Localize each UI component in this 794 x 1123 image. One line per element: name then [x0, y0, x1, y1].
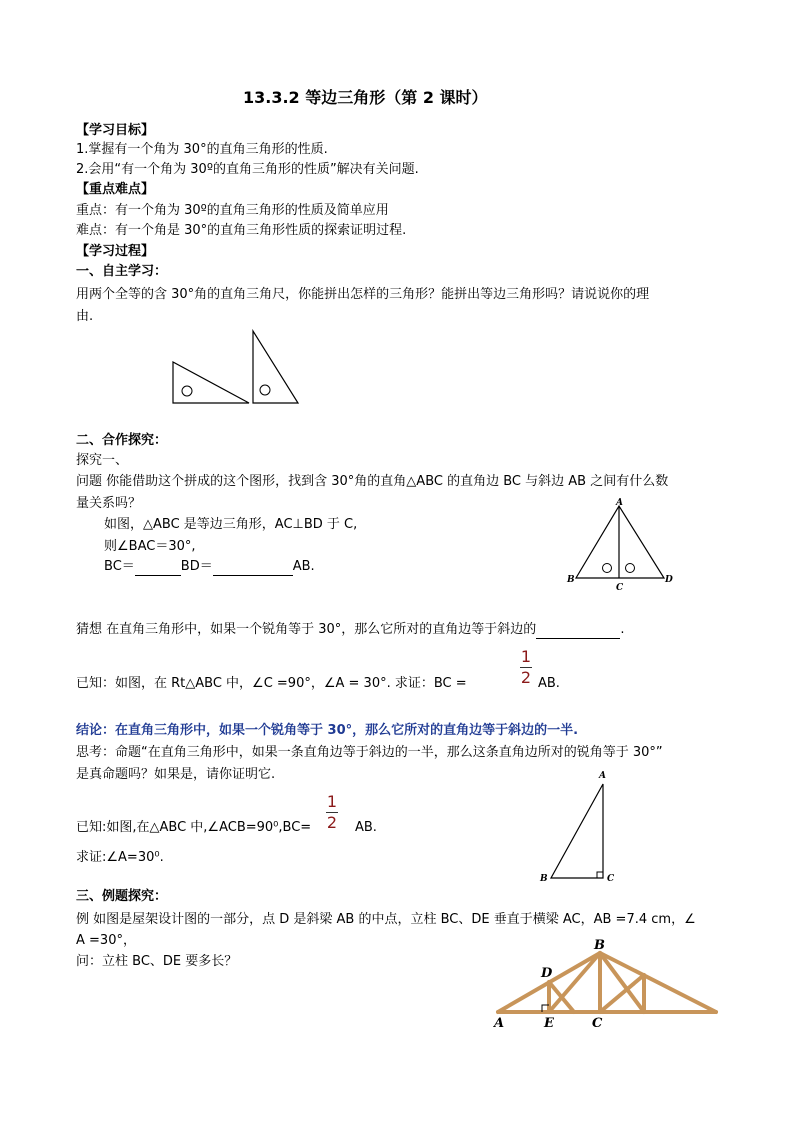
label-a: A	[494, 1016, 505, 1031]
fraction-half-2	[326, 793, 338, 832]
think-line2: 是真命题吗？如果是，请你证明它.	[76, 767, 276, 782]
difficulty: 难点：有一个角是 30°的直角三角形性质的探索证明过程.	[76, 223, 407, 238]
fraction-denominator: 2	[520, 668, 532, 687]
figure-desc-line3	[104, 558, 315, 576]
triangle-abd	[576, 506, 664, 578]
roof-truss-figure	[490, 935, 730, 1035]
label-d: D	[665, 575, 673, 585]
known-2-end: AB.	[355, 820, 377, 835]
fraction-half-1	[520, 648, 532, 687]
part2-header: 二、合作探究：	[76, 433, 168, 448]
label-c: C	[616, 583, 624, 593]
example-question: 问：立柱 BC、DE 要多长？	[76, 954, 238, 969]
label-c: C	[592, 1016, 603, 1031]
label-a: A	[616, 498, 623, 508]
fraction-denominator: 2	[326, 813, 338, 832]
label-c: C	[607, 874, 615, 884]
ab-label: AB.	[292, 559, 315, 574]
set-square-right	[253, 331, 298, 403]
label-e: E	[544, 1016, 554, 1031]
set-square-left	[173, 362, 249, 403]
page-title: 13.3.2 等边三角形（第 2 课时）	[243, 88, 488, 107]
part1-header: 一、自主学习：	[76, 264, 168, 279]
guess-period: .	[620, 622, 625, 637]
guess-text	[76, 621, 624, 639]
set-square-left-hole	[182, 386, 192, 396]
set-square-right-hole	[260, 385, 270, 395]
known-2-text: 已知:如图,在△ABC 中,∠ACB=90⁰,BC=	[76, 820, 312, 835]
bd-label: BD＝	[180, 559, 213, 574]
figure-desc-line1: 如图，△ABC 是等边三角形，AC⊥BD 于 C,	[104, 517, 358, 532]
part1-text-line1: 用两个全等的含 30°角的直角三角尺，你能拼出怎样的三角形？能拼出等边三角形吗？请说说你的理	[76, 287, 650, 302]
example-line2: A =30°，	[76, 933, 136, 948]
fraction-numerator: 1	[326, 792, 338, 811]
prove-2: 求证:∠A=30⁰.	[76, 850, 164, 865]
equilateral-triangle-figure	[562, 496, 682, 596]
triangle-abc	[551, 784, 603, 878]
fraction-numerator: 1	[520, 647, 532, 666]
hole-right	[626, 564, 635, 573]
guess-statement: 猜想 在直角三角形中，如果一个锐角等于 30°，那么它所对的直角边等于斜边的	[76, 622, 537, 637]
conclusion: 结论：在直角三角形中，如果一个锐角等于 30°，那么它所对的直角边等于斜边的一半.	[76, 723, 579, 738]
label-b: B	[567, 575, 575, 585]
brace-left	[549, 953, 600, 1012]
right-triangle-figure	[537, 768, 627, 888]
example-line1: 例 如图是屋架设计图的一部分，点 D 是斜梁 AB 的中点，立柱 BC、DE 垂直于横梁 AC，AB =7.4 cm，∠	[76, 912, 696, 927]
bc-blank[interactable]	[135, 561, 181, 576]
question-line2: 量关系吗？	[76, 496, 142, 511]
question-line1: 问题 你能借助这个拼成的这个图形，找到含 30°角的直角△ABC 的直角边 BC 与斜边 AB 之间有什么数	[76, 474, 669, 489]
hole-left	[603, 564, 612, 573]
right-angle-mark	[597, 872, 603, 878]
label-b: B	[594, 938, 605, 953]
part1-text-line2: 由.	[76, 309, 94, 324]
bd-blank[interactable]	[213, 561, 293, 576]
bc-label: BC＝	[104, 559, 135, 574]
explore-1: 探究一、	[76, 453, 129, 468]
goal-2: 2.会用“有一个角为 30º的直角三角形的性质”解决有关问题.	[76, 162, 419, 177]
figure-desc-line2: 则∠BAC＝30°,	[104, 539, 196, 554]
truss-beams	[498, 953, 716, 1012]
beam-b-right	[600, 953, 716, 1012]
process-header: 【学习过程】	[76, 244, 155, 259]
key-point: 重点：有一个角为 30º的直角三角形的性质及简单应用	[76, 203, 389, 218]
label-d: D	[541, 966, 553, 981]
known-1-text: 已知：如图，在 Rt△ABC 中，∠C =90°，∠A = 30°. 求证：BC =	[76, 676, 467, 691]
goals-header: 【学习目标】	[76, 123, 155, 138]
set-squares-figure	[165, 326, 305, 406]
known-1-end: AB.	[538, 676, 560, 691]
part3-header: 三、例题探究：	[76, 889, 168, 904]
guess-blank[interactable]	[536, 624, 620, 639]
label-a: A	[599, 771, 606, 781]
key-header: 【重点难点】	[76, 182, 155, 197]
goal-1: 1.掌握有一个角为 30°的直角三角形的性质.	[76, 142, 328, 157]
think-line1: 思考：命题“在直角三角形中，如果一条直角边等于斜边的一半，那么这条直角边所对的锐角等于 30°”	[76, 745, 663, 760]
label-b: B	[540, 874, 548, 884]
